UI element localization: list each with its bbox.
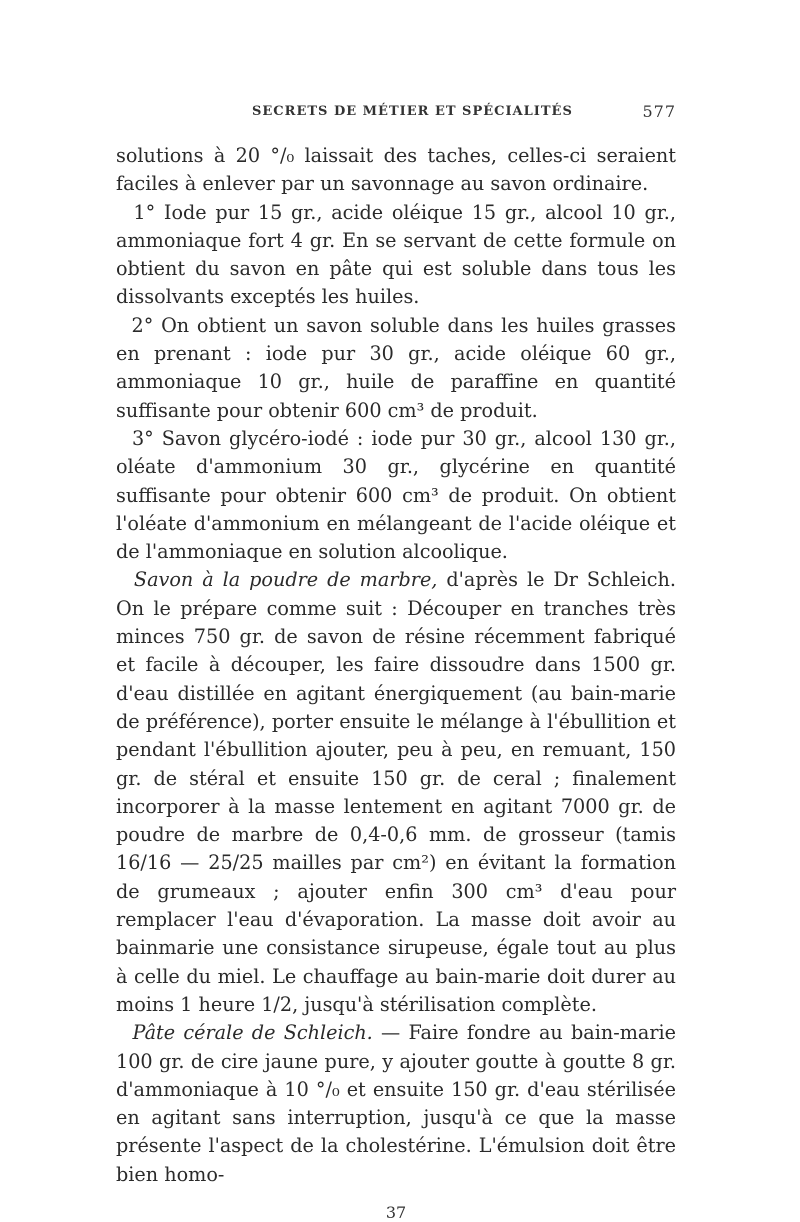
page-footer <box>116 1203 676 1222</box>
page-number: 577 <box>642 102 676 121</box>
book-page <box>116 96 676 1222</box>
paragraph-4: 3° Savon glycéro-iodé : iode pur 30 gr., alcool 130 gr., oléate d'ammonium 30 gr., glycérine en quantité suffisante pour obtenir 600 cm³ de produit. On obtient l'oléate d'ammonium en mélangeant de l'acide oléique et de l'ammoniaque en solution alcoolique. <box>116 426 677 564</box>
italic-heading: Savon à la poudre de marbre, <box>133 568 438 592</box>
italic-heading: Pâte cérale de Schleich. <box>132 1021 373 1045</box>
paragraph-5: Savon à la poudre de marbre, d'après le Dr Schleich. On le prépare comme suit : Découper en tranches très minces 750 gr. de savon de résine récemment fabriqué et facile à découper, les faire dissoudre dans 1500 gr. d'eau distillée en agitant énergiquement (au bain-marie de préférence), porter ensuite le mélange à l'ébullition et pendant l'ébullition ajouter, peu à peu, en remuant, 150 gr. de stéral et ensuite 150 gr. de ceral ; finalement incorporer à la masse lentement en agitant 7000 gr. de poudre de marbre de 0,4-0,6 mm. de grosseur (tamis 16/16 — 25/25 mailles par cm²) en évitant la formation de grumeaux ; ajouter enfin 300 cm³ d'eau pour remplacer l'eau d'évaporation. La masse doit avoir au bainmarie une consistance sirupeuse, égale tout au plus à celle du miel. Le chauffage au bain-marie doit durer au moins 1 heure 1/2, jusqu'à stérilisation complète. <box>116 568 677 1016</box>
paragraph-1: solutions à 20 °/₀ laissait des taches, celles-ci seraient faciles à enlever par un savonnage au savon ordinaire. <box>116 144 676 196</box>
running-title: SECRETS DE MÉTIER ET SPÉCIALITÉS <box>252 104 573 119</box>
page-header <box>116 96 676 126</box>
paragraph-2: 1° Iode pur 15 gr., acide oléique 15 gr., alcool 10 gr., ammoniaque fort 4 gr. En se servant de cette formule on obtient du savon en pâte qui est soluble dans tous les dissolvants exceptés les huiles. <box>116 200 676 309</box>
signature-mark: 37 <box>385 1202 407 1222</box>
paragraph-6: Pâte cérale de Schleich. — Faire fondre au bain-marie 100 gr. de cire jaune pure, y ajouter goutte à goutte 8 gr. d'ammoniaque à 10 °/₀ et ensuite 150 gr. d'eau stérilisée en agitant sans interruption, jusqu'à ce que la masse présente l'aspect de la cholestérine. L'émulsion doit être bien homo- <box>116 1021 677 1186</box>
body-text <box>116 142 676 1189</box>
paragraph-3: 2° On obtient un savon soluble dans les huiles grasses en prenant : iode pur 30 gr., acide oléique 60 gr., ammoniaque 10 gr., huile de paraffine en quantité suffisante pour obtenir 600 cm³ de produit. <box>116 313 676 422</box>
